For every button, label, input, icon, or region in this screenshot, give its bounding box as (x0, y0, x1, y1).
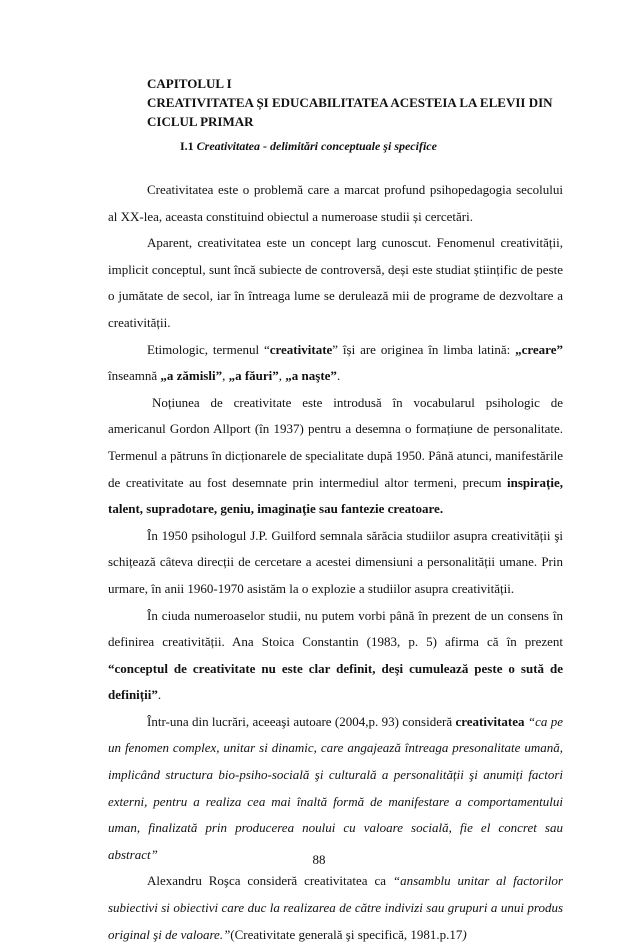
paragraph-5: În 1950 psihologul J.P. Guilford semnala sărăcia studiilor asupra creativității şi schițează câteva direcții de cercetare a acestei dimensiuni a personalității umane. Prin urmare, în anii 1960-1970 asistăm la o explozie a studiilor asupra creativității. (108, 527, 563, 596)
paragraph-3: Etimologic, termenul “creativitate” își are originea în limba latină: „creare” înseamnă „a zămisli”, „a făuri”, „a naşte”. (108, 341, 563, 384)
quote-rosca: “ansamblu unitar al factorilor subiectivi si obiectivi care duc la realizarea de către indivizi sau grupuri a unui produs original şi de valoare.” (108, 873, 563, 942)
paragraph-4: Noțiunea de creativitate este introdusă în vocabularul psihologic de americanul Gordon Allport (în 1937) pentru a desemna o formațiune de personalitate. Termenul a pătruns în dicționarele de specialitate după 1950. Până atunci, manifestările de creativitate au fost desemnate prin intermediul altor termeni, precum inspirație, talent, supradotare, geniu, imaginaţie sau fantezie creatoare. (108, 394, 563, 517)
chapter-title-line-2: CICLUL PRIMAR (147, 114, 254, 129)
term-a-naste: „a naşte” (285, 368, 337, 384)
term-creativitate: creativitate (269, 341, 333, 357)
paragraph-8: Alexandru Roşca consideră creativitatea ca “ansamblu unitar al factorilor subiectivi si obiectivi care duc la realizarea de către indivizi sau grupuri a unui produs original şi de valoare.”(Creativitate generală şi specifică, 1981.p.17) (108, 873, 563, 942)
quote-stoica: “conceptul de creativitate nu este clar definit, deşi cumulează peste o sută de definiții” (108, 660, 563, 703)
page-number: 88 (312, 852, 326, 867)
paragraph-2: Aparent, creativitatea este un concept larg cunoscut. Fenomenul creativității, implicit conceptul, sunt încă subiecte de controversă, deși este studiat științific de peste o jumătate de secol, iar în întreaga lume se derulează mii de programe de dezvoltare a creativității. (108, 235, 563, 330)
quote-definition: “ca pe un fenomen complex, unitar si dinamic, care angajează întreaga presonalitate umană, implicând structura bio-psiho-socială şi culturală a personalității şi anumiți factori externi, pentru a realiza cea mai înaltă formă de manifestare a comportamentului uman, finalizată prin producerea noului cu valoare socială, fie el concret sau abstract” (108, 713, 563, 862)
paragraph-1: Creativitatea este o problemă care a marcat profund psihopedagogia secolului al XX-lea, aceasta constituind obiectul a numeroase studii și cercetări. (108, 182, 563, 224)
paragraph-7: Într-una din lucrări, aceeaşi autoare (2004,p. 93) consideră creativitatea “ca pe un fenomen complex, unitar si dinamic, care angajează întreaga presonalitate umană, implicând structura bio-psiho-socială şi culturală a personalității şi anumiți factori externi, pentru a realiza cea mai înaltă formă de manifestare a comportamentului uman, finalizată prin producerea noului cu valoare socială, fie el concret sau abstract” (108, 713, 563, 862)
section-heading (108, 137, 563, 156)
term-a-fauri: „a făuri” (228, 368, 279, 384)
related-terms: inspirație, talent, supradotare, geniu, imaginaţie sau fantezie creatoare. (108, 474, 563, 517)
chapter-heading (108, 74, 563, 156)
section-number: I.1 (180, 139, 194, 153)
term-a-zamisli: „a zămisli” (160, 368, 223, 384)
section-title: Creativitatea - delimitări conceptuale şi specifice (196, 139, 437, 153)
citation: (Creativitate generală şi specifică, 1981.p.17 (230, 926, 463, 942)
chapter-label: CAPITOLUL I (147, 76, 232, 91)
term-creare: „creare” (515, 341, 563, 357)
body-text (108, 177, 563, 948)
paragraph-6: În ciuda numeroaselor studii, nu putem vorbi până în prezent de un consens în definirea creativității. Ana Stoica Constantin (1983, p. 5) afirma că în prezent “conceptul de creativitate nu este clar definit, deşi cumulează peste o sută de definiții”. (108, 607, 563, 703)
term-creativitatea: creativitatea (455, 713, 525, 729)
chapter-title-line-1: CREATIVITATEA ȘI EDUCABILITATEA ACESTEIA LA ELEVII DIN (147, 95, 553, 110)
